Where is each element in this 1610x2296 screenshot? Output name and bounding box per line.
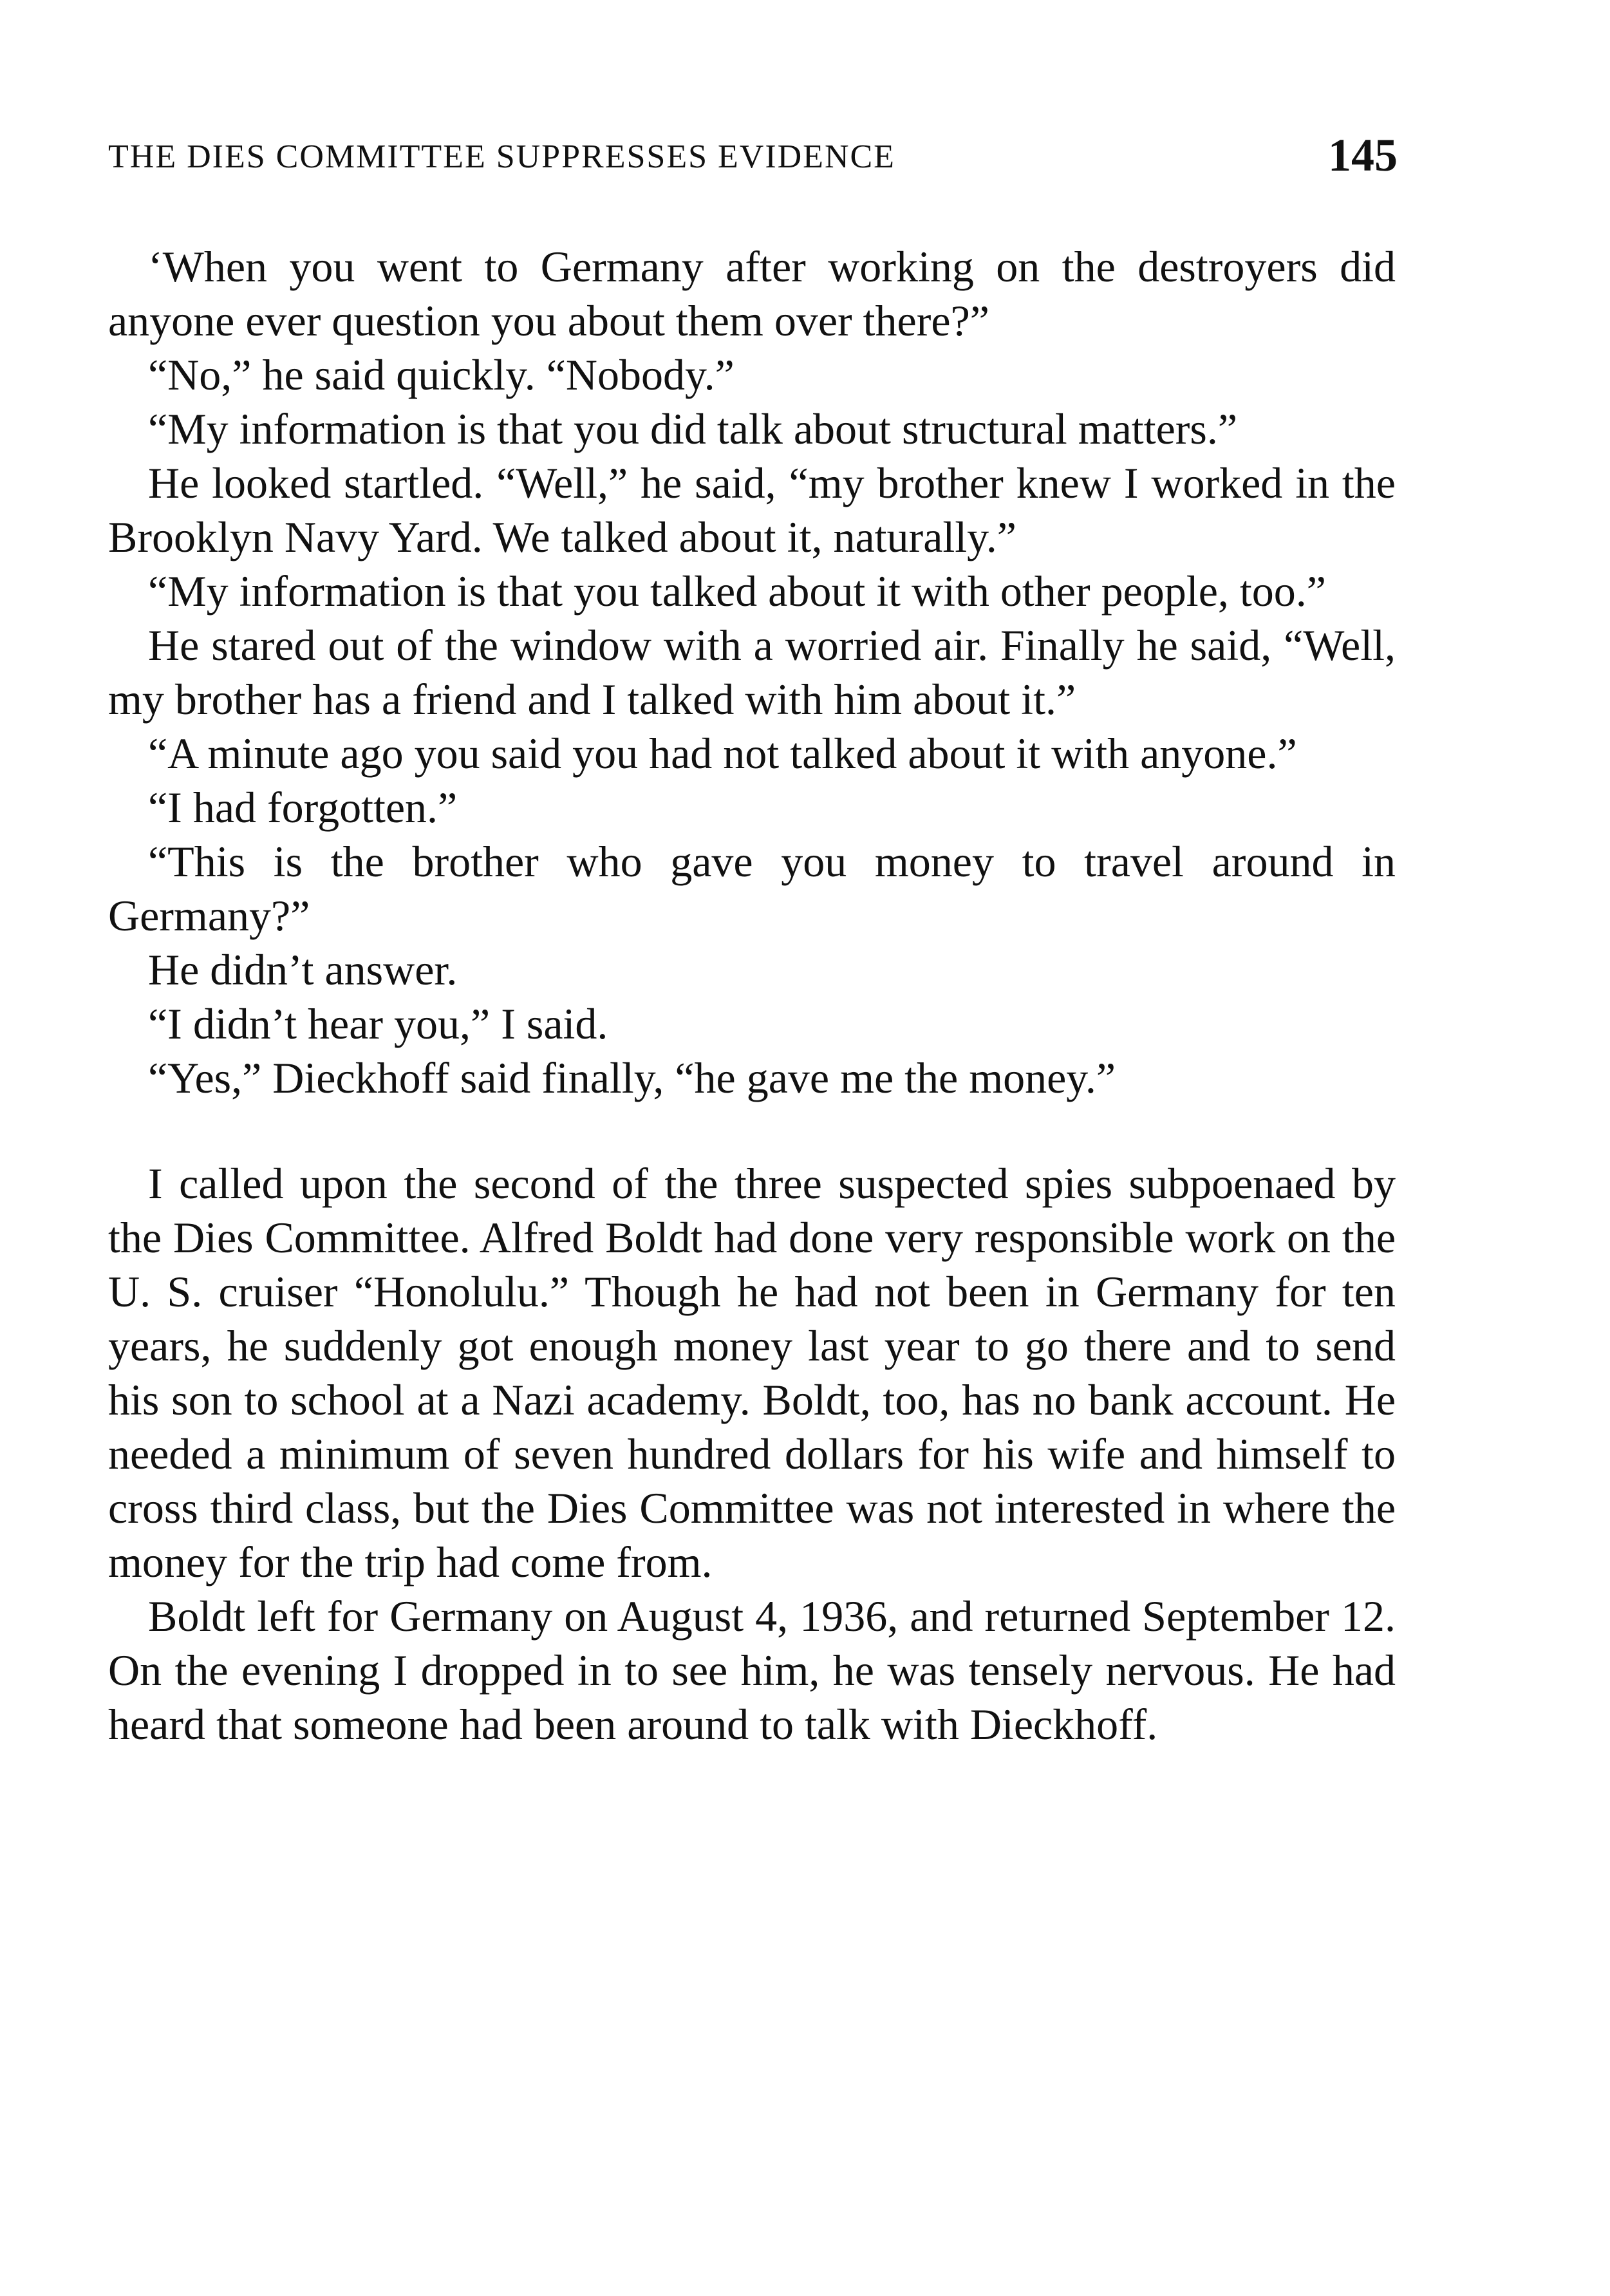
paragraph: “My information is that you did talk about structural matters.” [148,404,1238,453]
body-text [108,240,1396,1751]
paragraph: ‘When you went to Germany after working on the destroyers did anyone ever question you about them over there?” [108,242,1396,345]
paragraph: “My information is that you talked about it with other people, too.” [148,567,1326,616]
paragraph: “Yes,” Dieckhoff said finally, “he gave me the money.” [148,1053,1116,1102]
page-number: 145 [1328,129,1398,181]
running-title: THE DIES COMMITTEE SUPPRESSES EVIDENCE [108,138,895,175]
paragraph: “A minute ago you said you had not talked about it with anyone.” [148,729,1297,778]
paragraph: “This is the brother who gave you money to travel around in Germany?” [108,837,1396,940]
paragraph: He stared out of the window with a worried air. Finally he said, “Well, my brother has a friend and I talked with him about it.” [108,621,1396,724]
paragraph: I called upon the second of the three suspected spies subpoenaed by the Dies Committee. Alfred Boldt had done very responsible work on the U. S. cruiser “Honolulu.” Though he had not been in Germany for ten years, he suddenly got enough money last year to go there and to send his son to school at a Nazi academy. Boldt, too, has no bank account. He needed a minimum of seven hundred dollars for his wife and himself to cross third class, but the Dies Committee was not interested in where the money for the trip had come from. [108,1159,1396,1586]
paragraph: “No,” he said quickly. “Nobody.” [148,350,735,399]
paragraph: “I had forgotten.” [148,783,458,832]
paragraph: Boldt left for Germany on August 4, 1936, and returned September 12. On the evening I dropped in to see him, he was tensely nervous. He had heard that someone had been around to talk with Dieckhoff. [108,1592,1396,1749]
paragraph: “I didn’t hear you,” I said. [148,999,608,1048]
paragraph: He didn’t answer. [148,945,458,994]
section-break [108,1105,1396,1156]
paragraph: He looked startled. “Well,” he said, “my brother knew I worked in the Brooklyn Navy Yard. We talked about it, naturally.” [108,458,1396,561]
